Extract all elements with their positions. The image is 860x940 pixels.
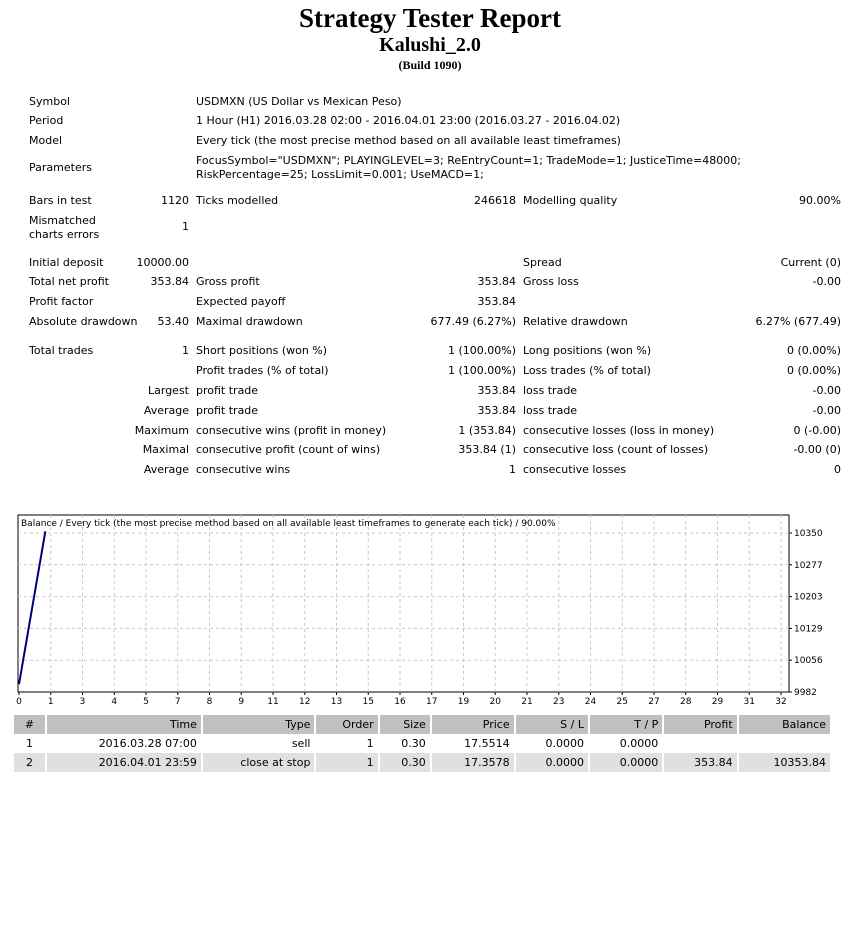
x-axis: [16, 692, 787, 707]
ticks-value: 246618: [474, 194, 516, 207]
maximal-cons-loss-label: consecutive loss (count of losses): [523, 443, 709, 456]
trades-header-price: Price: [431, 715, 515, 734]
short-positions-label: Short positions (won %): [196, 344, 328, 357]
deposit-value: 10000.00: [136, 256, 189, 269]
maximal-cons-loss-value: -0.00 (0): [793, 443, 841, 456]
y-tick-label: 10129: [794, 624, 823, 635]
table-cell: 0.0000: [515, 753, 589, 772]
trades-header-tp: T / P: [589, 715, 663, 734]
abs-drawdown-label: Absolute drawdown: [29, 315, 138, 328]
x-tick-label: 16: [394, 697, 406, 707]
build-number: (Build 1090): [398, 58, 462, 72]
x-tick-label: 21: [521, 697, 533, 707]
spread-value: Current (0): [780, 256, 841, 269]
x-tick-label: 5: [143, 697, 149, 707]
trades-header-order: Order: [315, 715, 378, 734]
max-drawdown-value: 677.49 (6.27%): [430, 315, 516, 328]
mismatch-value: 1: [182, 220, 189, 233]
trades-table: [14, 715, 832, 772]
short-positions-value: 1 (100.00%): [447, 344, 516, 357]
table-cell: [738, 734, 831, 753]
period-value: 1 Hour (H1) 2016.03.28 02:00 - 2016.04.01 23:00 (2016.03.27 - 2016.04.02): [196, 114, 621, 127]
profit-trades-value: 1 (100.00%): [447, 364, 516, 377]
y-tick-label: 9982: [794, 688, 817, 698]
avg-cons-wins-label: consecutive wins: [196, 463, 291, 476]
plot-area: [18, 515, 789, 692]
rel-drawdown-label: Relative drawdown: [523, 315, 628, 328]
profit-trades-label: Profit trades (% of total): [196, 364, 329, 377]
max-cons-wins-value: 1 (353.84): [458, 424, 516, 437]
x-tick-label: 7: [174, 697, 181, 707]
largest-label: Largest: [148, 384, 189, 397]
parameters-label: Parameters: [29, 161, 92, 174]
table-cell: 1: [315, 753, 378, 772]
average-loss-label: loss trade: [523, 404, 578, 417]
gross-loss-label: Gross loss: [523, 275, 579, 288]
y-axis: [789, 529, 823, 698]
x-tick-label: 28: [680, 697, 692, 707]
avg-cons-losses-label: consecutive losses: [523, 463, 627, 476]
trades-header-size: Size: [379, 715, 431, 734]
maximal-cons-profit-value: 353.84 (1): [458, 443, 516, 456]
largest-profit-label: profit trade: [196, 384, 259, 397]
y-tick-label: 10203: [794, 592, 823, 603]
x-tick-label: 3: [79, 697, 86, 707]
average-cons-label: Average: [143, 463, 189, 476]
gross-profit-value: 353.84: [477, 275, 516, 288]
table-cell: 2016.03.28 07:00: [46, 734, 202, 753]
table-cell: 2016.04.01 23:59: [46, 753, 202, 772]
period-label: Period: [29, 114, 64, 127]
quality-value: 90.00%: [799, 194, 841, 207]
trades-header-num: #: [14, 715, 46, 734]
net-profit-label: Total net profit: [29, 275, 109, 288]
total-trades-value: 1: [182, 344, 189, 357]
avg-cons-wins-value: 1: [509, 463, 516, 476]
max-drawdown-label: Maximal drawdown: [196, 315, 303, 328]
symbol-label: Symbol: [29, 95, 70, 108]
expected-payoff-label: Expected payoff: [196, 295, 286, 308]
long-positions-label: Long positions (won %): [523, 344, 652, 357]
x-tick-label: 19: [457, 697, 470, 707]
x-tick-label: 0: [16, 697, 22, 707]
table-cell: 17.5514: [431, 734, 515, 753]
x-tick-label: 25: [616, 697, 628, 707]
gross-profit-label: Gross profit: [196, 275, 260, 288]
trades-header-balance: Balance: [738, 715, 831, 734]
x-tick-label: 1: [47, 697, 54, 707]
x-tick-label: 24: [584, 697, 597, 707]
x-tick-label: 13: [330, 697, 343, 707]
balance-chart: [0, 514, 860, 714]
model-label: Model: [29, 134, 63, 147]
table-cell: close at stop: [202, 753, 316, 772]
expected-payoff-value: 353.84: [477, 295, 516, 308]
table-cell: 10353.84: [738, 753, 831, 772]
long-positions-value: 0 (0.00%): [786, 344, 841, 357]
x-tick-label: 32: [775, 697, 787, 707]
x-tick-label: 23: [553, 697, 565, 707]
table-cell: 0.30: [379, 753, 431, 772]
table-cell: 1: [315, 734, 378, 753]
x-tick-label: 27: [648, 697, 660, 707]
deposit-label: Initial deposit: [29, 256, 104, 269]
table-cell: 2: [14, 753, 46, 772]
chart-title: Balance / Every tick (the most precise method based on all available least timeframes to generate each tick) / 90.00%: [21, 519, 556, 529]
table-cell: 353.84: [663, 753, 737, 772]
table-row: [14, 734, 831, 753]
ticks-label: Ticks modelled: [196, 194, 279, 207]
table-cell: 0.30: [379, 734, 431, 753]
x-tick-label: 20: [489, 697, 501, 707]
x-tick-label: 4: [111, 697, 118, 707]
total-trades-label: Total trades: [29, 344, 94, 357]
average-profit-label: profit trade: [196, 404, 259, 417]
y-tick-label: 10277: [794, 560, 823, 571]
maximum-label: Maximum: [134, 424, 189, 437]
report-title: Strategy Tester Report: [299, 3, 561, 33]
table-cell: sell: [202, 734, 316, 753]
mismatch-label: Mismatched charts errors: [29, 214, 100, 241]
trades-header-time: Time: [46, 715, 202, 734]
average-loss-value: -0.00: [812, 404, 841, 417]
x-tick-label: 15: [362, 697, 374, 707]
bars-label: Bars in test: [29, 194, 92, 207]
y-tick-label: 10056: [794, 656, 823, 667]
average-profit-value: 353.84: [477, 404, 516, 417]
x-tick-label: 17: [426, 697, 438, 707]
trades-header-sl: S / L: [515, 715, 589, 734]
maximal-label: Maximal: [142, 443, 189, 456]
x-tick-label: 8: [206, 697, 213, 707]
profit-factor-label: Profit factor: [29, 295, 94, 308]
net-profit-value: 353.84: [150, 275, 189, 288]
table-cell: 17.3578: [431, 753, 515, 772]
symbol-value: USDMXN (US Dollar vs Mexican Peso): [196, 95, 402, 108]
x-tick-label: 29: [711, 697, 724, 707]
avg-cons-losses-value: 0: [834, 463, 841, 476]
gross-loss-value: -0.00: [812, 275, 841, 288]
maximal-cons-profit-label: consecutive profit (count of wins): [196, 443, 381, 456]
max-cons-losses-label: consecutive losses (loss in money): [523, 424, 715, 437]
max-cons-wins-label: consecutive wins (profit in money): [196, 424, 387, 437]
model-value: Every tick (the most precise method based on all available least timeframes): [196, 134, 621, 147]
loss-trades-label: Loss trades (% of total): [523, 364, 651, 377]
table-cell: 0.0000: [589, 753, 663, 772]
table-cell: 1: [14, 734, 46, 753]
quality-label: Modelling quality: [523, 194, 618, 207]
average-label: Average: [143, 404, 189, 417]
trades-header-row: [14, 715, 831, 734]
table-cell: 0.0000: [515, 734, 589, 753]
bars-value: 1120: [161, 194, 189, 207]
table-cell: [663, 734, 737, 753]
max-cons-losses-value: 0 (-0.00): [793, 424, 841, 437]
loss-trades-value: 0 (0.00%): [786, 364, 841, 377]
x-tick-label: 11: [267, 697, 279, 707]
y-tick-label: 10350: [794, 529, 823, 539]
parameters-value: FocusSymbol="USDMXN"; PLAYINGLEVEL=3; ReEntryCount=1; TradeMode=1; JusticeTime=48000; RiskPercentage=25; LossLimit=0.001; UseMACD=1;: [196, 154, 741, 181]
x-tick-label: 31: [743, 697, 755, 707]
abs-drawdown-value: 53.40: [157, 315, 189, 328]
trades-header-type: Type: [202, 715, 316, 734]
largest-loss-label: loss trade: [523, 384, 578, 397]
largest-loss-value: -0.00: [812, 384, 841, 397]
rel-drawdown-value: 6.27% (677.49): [755, 315, 841, 328]
x-tick-label: 12: [299, 697, 311, 707]
spread-label: Spread: [523, 256, 562, 269]
trades-header-profit: Profit: [663, 715, 737, 734]
largest-profit-value: 353.84: [477, 384, 516, 397]
table-row: [14, 753, 831, 772]
table-cell: 0.0000: [589, 734, 663, 753]
x-tick-label: 9: [238, 697, 245, 707]
expert-name: Kalushi_2.0: [379, 34, 481, 56]
